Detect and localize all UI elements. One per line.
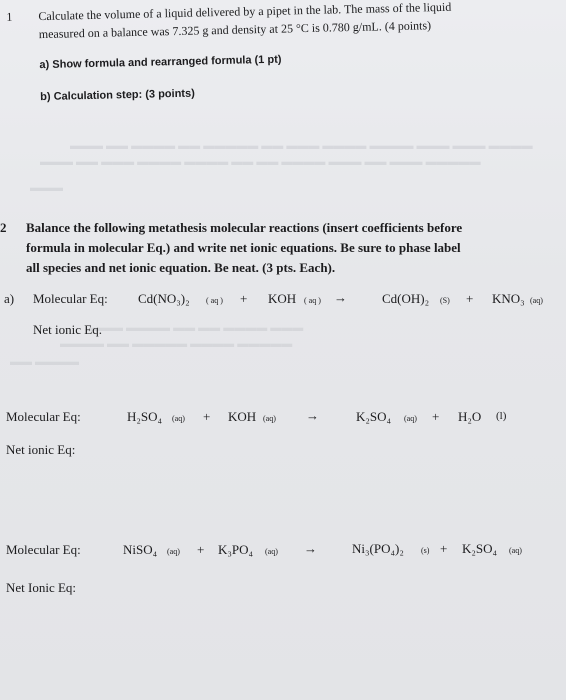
plus-sign: + — [240, 291, 248, 306]
plus-sign: + — [197, 542, 205, 557]
bleed-through-text: ▬▬▬ — [30, 182, 63, 194]
phase-label: (aq) — [172, 414, 185, 423]
bleed-through-text: ▬▬▬ ▬▬ ▬▬▬ ▬▬▬▬ ▬▬▬▬ ▬▬ ▬▬ ▬▬▬▬ ▬▬▬ ▬▬ ▬▬▬ ▬▬▬▬▬ — [40, 156, 481, 168]
product-1: K₂SO₄ — [356, 409, 392, 424]
net-ionic-label: Net ionic Eq. — [33, 322, 102, 337]
reactant-2: KOH — [268, 291, 297, 306]
question-text-line: measured on a balance was 7.325 g and density at 25 °C is 0.780 g/mL. (4 points) — [38, 18, 432, 42]
phase-label: (aq) — [167, 547, 180, 556]
part-a-label: a) Show formula and rearranged formula (1 pt) — [39, 53, 282, 72]
net-ionic-label: Net ionic Eq: — [6, 442, 76, 457]
phase-label: (S) — [440, 296, 450, 305]
phase-label: ( aq ) — [206, 296, 223, 305]
question-text-line: Calculate the volume of a liquid delivered by a pipet in the lab. The mass of the liquid — [38, 0, 452, 24]
part-label: a) — [4, 291, 15, 306]
reaction-arrow: → — [306, 408, 319, 423]
question-text-line: formula in molecular Eq.) and write net ionic equations. Be sure to phase label — [26, 240, 461, 255]
question-number: 1 — [6, 9, 13, 24]
reaction-arrow: → — [304, 541, 317, 556]
plus-sign: + — [203, 409, 211, 424]
molecular-eq-label: Molecular Eq: — [6, 409, 81, 424]
reactant-2: KOH — [228, 409, 257, 424]
phase-label: (aq) — [263, 414, 276, 423]
plus-sign: + — [440, 541, 448, 556]
part-b-label: b) Calculation step: (3 points) — [40, 87, 195, 104]
plus-sign: + — [466, 291, 474, 306]
product-2: KNO₃ — [492, 291, 525, 306]
product-1: Cd(OH)₂ — [382, 291, 430, 306]
net-ionic-label: Net Ionic Eq: — [6, 580, 77, 595]
phase-label: (s) — [421, 546, 430, 555]
reactant-1: Cd(NO₃)₂ — [138, 291, 190, 306]
phase-label: (aq) — [265, 547, 278, 556]
question-text-line: all species and net ionic equation. Be neat. (3 pts. Each). — [26, 260, 336, 275]
phase-label: (aq) — [530, 296, 543, 305]
molecular-eq-label: Molecular Eq: — [6, 542, 81, 557]
plus-sign: + — [432, 409, 440, 424]
phase-label: (aq) — [404, 414, 417, 423]
question-text-line: Balance the following metathesis molecular reactions (insert coefficients before — [26, 220, 463, 235]
bleed-through-text: ▬▬▬ ▬▬▬▬ ▬▬ ▬▬ ▬▬▬▬ ▬▬▬ — [90, 322, 304, 334]
reactant-2: K₃PO₄ — [218, 542, 254, 557]
phase-label: (aq) — [509, 546, 522, 555]
phase-label: ( aq ) — [304, 296, 321, 305]
product-1: Ni₃(PO₄)₂ — [352, 541, 404, 556]
question-number: 2 — [0, 220, 7, 235]
bleed-through-text: ▬▬ ▬▬▬▬ — [10, 356, 80, 368]
product-2: H₂O — [458, 409, 482, 424]
reaction-arrow: → — [334, 290, 347, 305]
bleed-through-text: ▬▬▬ ▬▬ ▬▬▬▬ ▬▬ ▬▬▬▬▬ ▬▬ ▬▬▬ ▬▬▬▬ ▬▬▬▬ ▬▬▬ ▬▬▬ ▬▬▬▬ — [70, 140, 533, 152]
molecular-eq-label: Molecular Eq: — [33, 291, 108, 306]
reactant-1: NiSO₄ — [123, 542, 158, 557]
reactant-1: H₂SO₄ — [127, 409, 163, 424]
phase-label: (l) — [496, 410, 507, 422]
bleed-through-text: ▬▬▬▬ ▬▬ ▬▬▬▬▬ ▬▬▬▬ ▬▬▬▬▬ — [60, 338, 293, 350]
product-2: K₂SO₄ — [462, 541, 498, 556]
